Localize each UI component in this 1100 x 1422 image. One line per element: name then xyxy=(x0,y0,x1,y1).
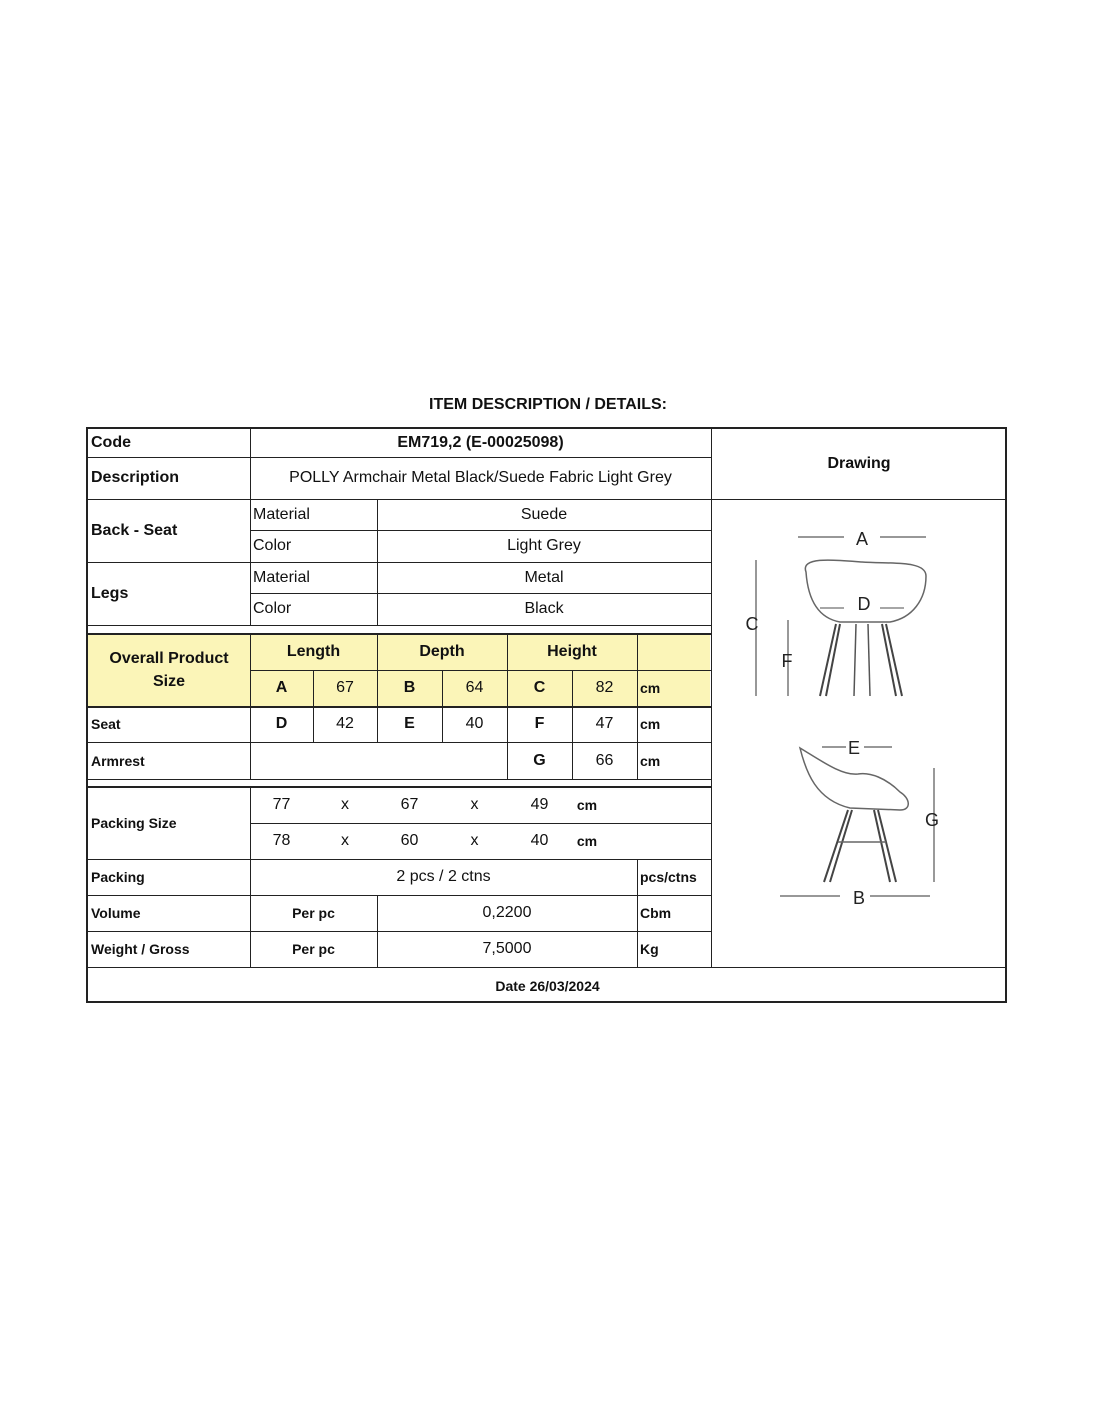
back-seat-color-label: Color xyxy=(253,537,292,554)
volume-per: Per pc xyxy=(292,905,335,921)
legs-material-label: Material xyxy=(253,568,310,586)
packing-row1-x2: x xyxy=(470,796,479,813)
drawing-letter-g: G xyxy=(924,810,940,830)
drawing-letter-c: C xyxy=(745,614,759,634)
packing-row2-length: 78 xyxy=(272,832,291,849)
dim-a-value: 67 xyxy=(336,679,354,696)
chair-front-view xyxy=(756,537,926,696)
seat-unit: cm xyxy=(640,716,661,732)
packing-row2-height: 40 xyxy=(530,832,549,849)
date: Date 26/03/2024 xyxy=(495,977,600,994)
dim-f-value: 47 xyxy=(595,715,614,732)
packing-row1-length: 77 xyxy=(272,796,291,813)
seat-label: Seat xyxy=(91,716,121,732)
armrest-label: Armrest xyxy=(91,752,145,769)
drawing-letter-d: D xyxy=(857,594,871,614)
packing-row2-width: 60 xyxy=(400,832,419,849)
packing-row2-x2: x xyxy=(470,832,479,849)
dim-b-value: 64 xyxy=(465,679,484,696)
weight-value: 7,5000 xyxy=(482,940,532,957)
dim-g-value: 66 xyxy=(595,751,614,769)
size-unit: cm xyxy=(640,680,661,696)
packing-row1-height: 49 xyxy=(530,796,549,813)
legs-label: Legs xyxy=(91,584,129,602)
volume-label: Volume xyxy=(91,905,141,921)
dim-c-letter: C xyxy=(533,679,546,696)
legs-color-value: Black xyxy=(524,600,564,617)
dim-f-letter: F xyxy=(534,715,545,732)
packing-row1-x1: x xyxy=(341,796,349,813)
packing-label: Packing xyxy=(91,869,145,885)
back-seat-material-value: Suede xyxy=(520,505,568,523)
description-value: POLLY Armchair Metal Black/Suede Fabric Light Grey xyxy=(289,469,672,486)
dim-a-letter: A xyxy=(275,679,288,696)
code-label: Code xyxy=(91,434,131,451)
weight-per: Per pc xyxy=(292,941,335,957)
chair-side-view xyxy=(780,747,934,896)
legs-color-label: Color xyxy=(253,600,292,617)
code-value: EM719,2 (E-00025098) xyxy=(397,434,564,451)
weight-label: Weight / Gross xyxy=(91,941,190,957)
packing-row2-unit: cm xyxy=(576,833,598,849)
dim-e-letter: E xyxy=(404,715,415,732)
overall-size-label-line1: Overall Product xyxy=(109,650,229,667)
dim-g-letter: G xyxy=(533,751,546,769)
page-title: ITEM DESCRIPTION / DETAILS: xyxy=(429,396,667,413)
volume-value: 0,2200 xyxy=(482,904,532,921)
drawing-letter-e: E xyxy=(847,738,861,758)
drawing-letter-b: B xyxy=(852,888,866,908)
legs-material-value: Metal xyxy=(524,568,564,586)
packing-row2-x1: x xyxy=(341,832,349,849)
height-header: Height xyxy=(547,643,597,660)
dim-d-letter: D xyxy=(275,715,288,732)
dim-c-value: 82 xyxy=(595,679,614,696)
overall-size-label-line2: Size xyxy=(152,673,185,690)
drawing-letter-f: F xyxy=(781,651,793,671)
back-seat-material-label: Material xyxy=(253,505,310,523)
volume-unit: Cbm xyxy=(640,905,672,921)
packing-unit: pcs/ctns xyxy=(640,869,697,885)
depth-header: Depth xyxy=(419,643,465,660)
back-seat-label: Back - Seat xyxy=(91,521,178,539)
packing-row1-width: 67 xyxy=(400,796,419,813)
weight-unit: Kg xyxy=(640,941,659,957)
armrest-unit: cm xyxy=(640,752,661,769)
chair-drawing xyxy=(740,520,980,920)
drawing-letter-a: A xyxy=(855,529,869,549)
dim-e-value: 40 xyxy=(465,715,484,732)
overall-size-label xyxy=(88,634,250,706)
length-header: Length xyxy=(286,643,341,660)
dim-d-value: 42 xyxy=(336,715,354,732)
packing-size-label: Packing Size xyxy=(91,815,177,831)
packing-value: 2 pcs / 2 ctns xyxy=(396,868,491,885)
dim-b-letter: B xyxy=(403,679,416,696)
drawing-label: Drawing xyxy=(827,455,891,472)
packing-row1-unit: cm xyxy=(576,797,598,813)
description-label: Description xyxy=(91,469,180,486)
back-seat-color-value: Light Grey xyxy=(507,537,581,554)
